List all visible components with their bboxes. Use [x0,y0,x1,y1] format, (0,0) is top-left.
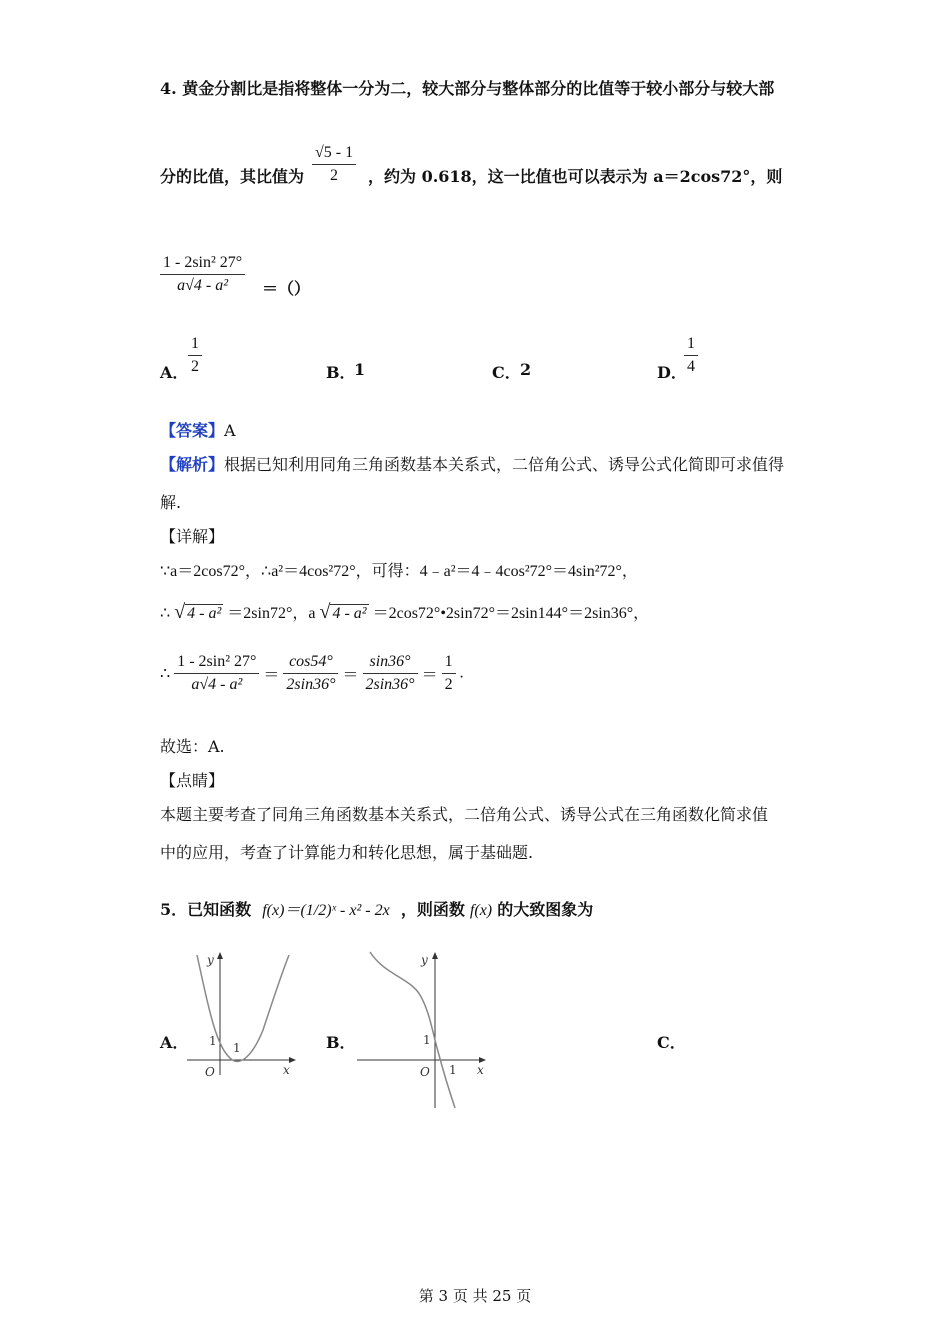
step-3: ∴ $\frac{\text{1 - 2sin² 27°}}{\text{a√4 - a²}}$ ＝ $\frac{\cos 54^\circ}{2\sin 36^\circ}$ ＝ $\frac{\sin 36^\circ}{2\sin 36^\circ}$ ＝ $\frac{1}{2}$ . [160,653,464,693]
q5-option-a-label: A． [160,1033,189,1052]
graph-a-x-arrow [289,1057,296,1063]
q4-line2-post: ，约为 0.618，这一比值也可以表示为 a＝2cos72°，则 [368,167,783,186]
q5-fx: f(x) [469,902,493,919]
expr-denominator: a√4 - a² [160,274,245,295]
q5-line [160,897,593,920]
option-a-label: A． [160,363,189,382]
step3-f1-num: 1 - 2sin² 27° [177,653,257,670]
step3-f2-num: cos54° [289,653,333,670]
step3-f3-num: sin36° [369,653,411,670]
step3-f1-den: a√4 - a² [174,673,259,694]
expr-tail: ＝（） [262,279,311,298]
graph-a-origin: O [205,1065,215,1079]
q5-option-c-label: C． [657,1033,686,1052]
option-d-fraction [684,335,698,376]
step2-sqrt-2: 4 - a² [332,605,367,622]
step2-therefore: ∴ [160,605,171,622]
step2-sqrt: 4 - a² [187,605,222,622]
q4-expression [160,254,245,295]
graph-b-origin: O [420,1065,430,1079]
expr-numerator: 1 - 2sin² 27° [163,254,243,271]
q5-option-b-label: B． [326,1033,356,1052]
option-a-fraction [188,335,202,376]
q5-mid: ，则函数 [400,900,465,919]
answer-line [160,418,236,441]
page-footer: 第 3 页 共 25 页 [418,1287,532,1305]
option-c-value: 2 [520,360,532,379]
step-2: ∴ √ 4 - a² ＝2sin72°，a √ 4 - a² ＝2cos72°•2sin72°＝2sin144°＝2sin36°， [160,601,650,623]
option-a-den: 2 [188,355,202,376]
graph-b-x-one: 1 [449,1063,457,1077]
step3-therefore: ∴ [160,665,171,683]
graph-a-x-one: 1 [233,1041,241,1055]
step3-fraction-4 [442,653,456,694]
ratio-numerator: √5 - 1 [315,144,354,161]
graph-b-y-label: y [421,953,428,967]
graph-b-x-label: x [477,1063,484,1077]
step3-f4-den: 2 [442,673,456,694]
q5-post: 的大致图象为 [497,900,594,919]
comment-tag: 【点睛】 [160,771,225,790]
option-d-num: 1 [687,335,695,352]
step2-mid: ＝2sin72°，a [227,605,316,622]
select-line: 故选：A. [160,737,225,756]
step3-fraction-3 [363,653,418,694]
step3-f3-den: 2sin36° [363,673,418,694]
step3-fraction-1 [174,653,259,694]
option-a-num: 1 [191,335,199,352]
option-c-label: C． [492,363,521,382]
comment-line-1: 本题主要考查了同角三角函数基本关系式，二倍角公式、诱导公式在三角函数化简求值 [160,805,769,824]
graph-a [185,950,300,1080]
q5-function: f(x)＝(1/2)ˣ - x² - 2x [262,902,390,919]
option-b-value: 1 [354,360,366,379]
q4-line2-pre: 分的比值，其比值为 [160,167,305,186]
analysis-tag: 【解析】 [160,455,225,474]
step2-end: ＝2cos72°•2sin72°＝2sin144°＝2sin36°， [372,605,650,622]
graph-a-y-arrow [217,952,223,959]
graph-a-x-label: x [283,1063,290,1077]
q4-ratio-fraction [312,144,356,185]
answer-value: A [224,421,236,440]
q4-line1: 4. 黄金分割比是指将整体一分为二，较大部分与整体部分的比值等于较小部分与较大部 [160,79,775,98]
graph-a-y-label: y [207,953,214,967]
analysis-text: 根据已知利用同角三角函数基本关系式，二倍角公式、诱导公式化简即可求值得 [224,455,785,474]
graph-b-y-one: 1 [423,1033,431,1047]
step3-f2-den: 2sin36° [283,673,338,694]
detail-tag: 【详解】 [160,527,225,546]
ratio-denominator: 2 [312,164,356,185]
graph-b-y-arrow [432,952,438,959]
step3-f4-num: 1 [444,653,453,670]
graph-b-curve [370,952,455,1108]
option-b-label: B． [326,363,356,382]
answer-tag: 【答案】 [160,421,225,440]
comment-line-2: 中的应用，考查了计算能力和转化思想，属于基础题. [160,843,534,862]
step-1: ∵a＝2cos72°，∴a²＝4cos²72°，可得：4﹣a²＝4﹣4cos²72°＝4sin²72°， [160,563,638,580]
option-d-label: D． [657,363,687,382]
q5-pre: 5．已知函数 [160,900,252,919]
analysis-line [160,452,784,475]
graph-a-y-one: 1 [209,1034,217,1048]
step3-fraction-2 [283,653,338,694]
analysis-text-2: 解. [160,493,182,512]
option-d-den: 4 [684,355,698,376]
graph-b [355,950,490,1110]
